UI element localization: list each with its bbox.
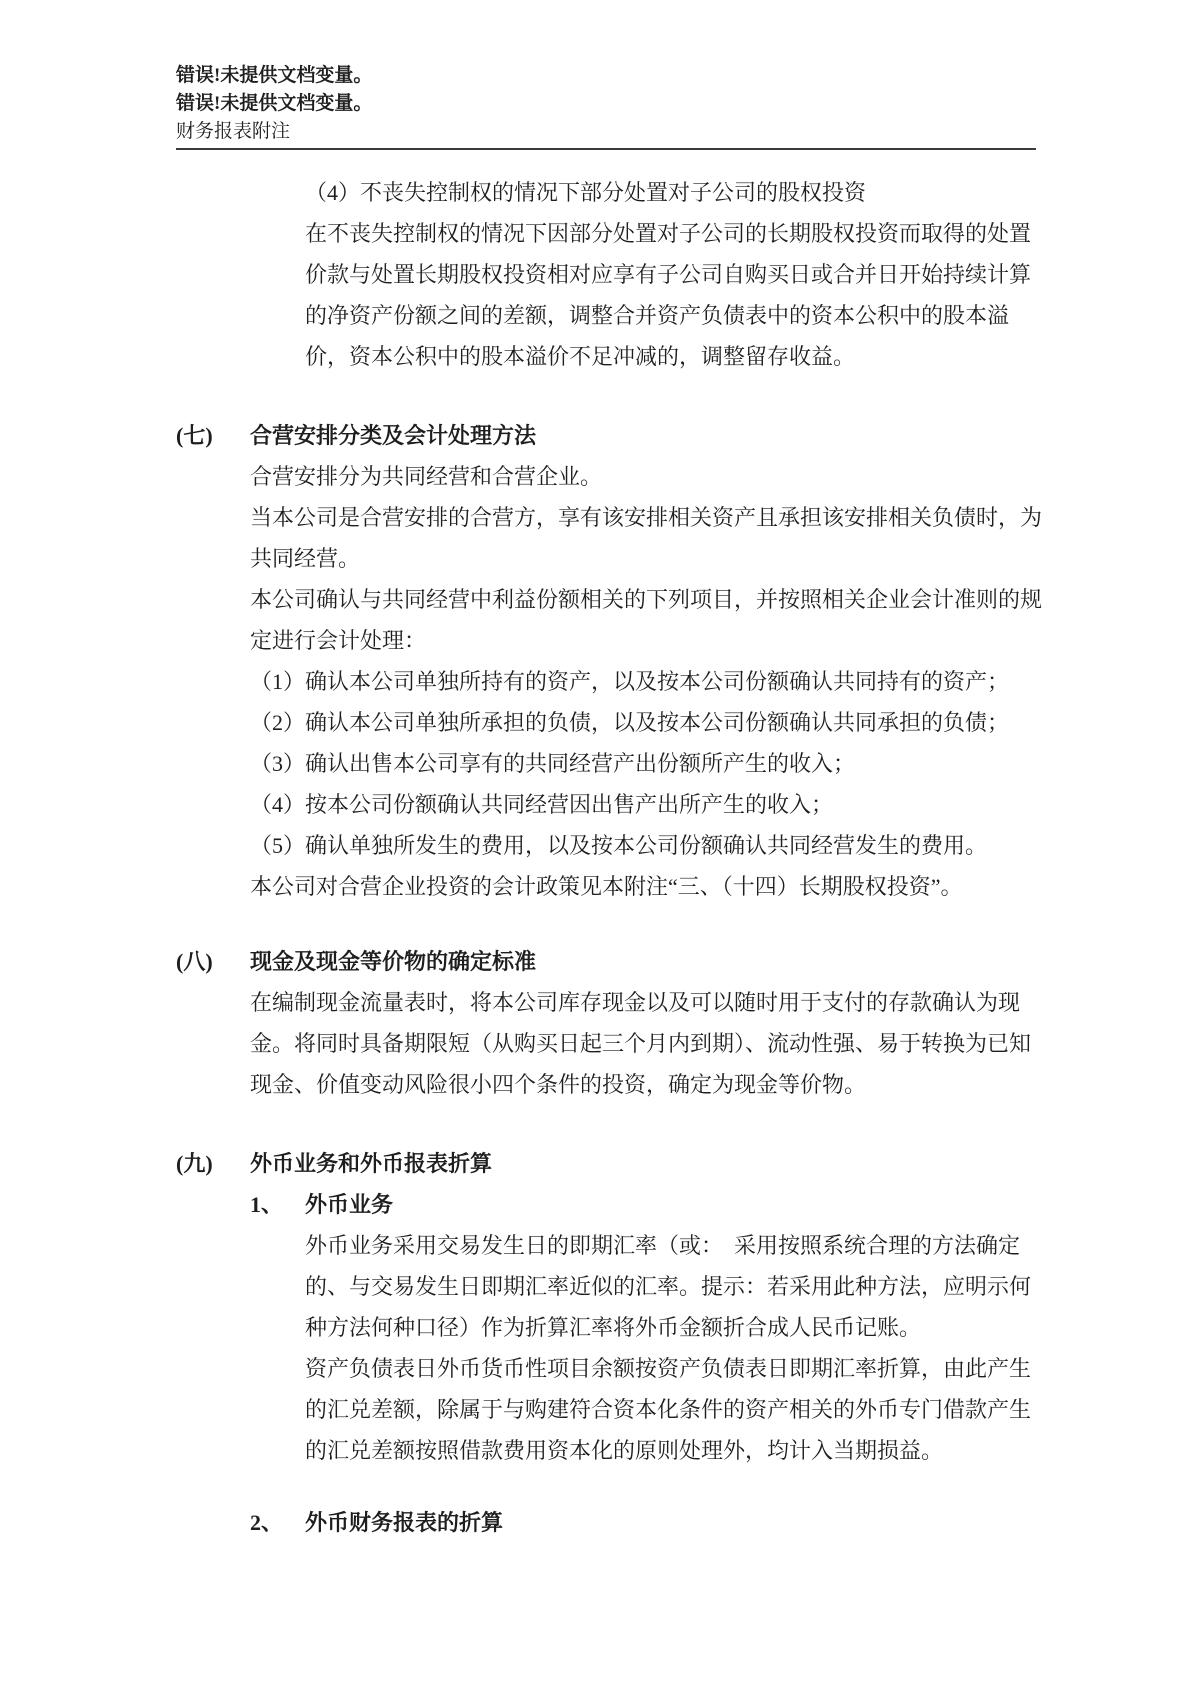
paragraph-line: 本公司对合营企业投资的会计政策见本附注“三、（十四）长期股权投资”。 xyxy=(250,874,963,899)
subsection-9-1 xyxy=(250,1184,1036,1471)
section-9-title: 外币业务和外币报表折算 xyxy=(250,1151,493,1176)
list-item-4: （4）按本公司份额确认共同经营因出售产出所产生的收入； xyxy=(250,792,834,817)
section-8-label: (八) xyxy=(176,949,213,974)
list-item-2: （2）确认本公司单独所承担的负债，以及按本公司份额确认共同承担的负债； xyxy=(250,710,1010,735)
paragraph-line: 当本公司是合营安排的合营方，享有该安排相关资产且承担该安排相关负债时，为 xyxy=(250,505,1043,530)
section-8-body xyxy=(250,941,1036,1105)
page-header xyxy=(176,62,1036,150)
section-8 xyxy=(176,941,1036,1105)
list-item-3: （3）确认出售本公司享有的共同经营产出份额所产生的收入； xyxy=(250,751,856,776)
paragraph-line: 金。将同时具备期限短（从购买日起三个月内到期）、流动性强、易于转换为已知 xyxy=(250,1031,1032,1056)
subsection-9-2 xyxy=(250,1502,1036,1543)
doc-variable-error-line-1: 错误!未提供文档变量。 xyxy=(176,65,373,86)
paragraph-line: 现金、价值变动风险很小四个条件的投资，确定为现金等价物。 xyxy=(250,1072,867,1097)
list-item-5: （5）确认单独所发生的费用，以及按本公司份额确认共同经营发生的费用。 xyxy=(250,833,988,858)
subsection-9-2-title: 外币财务报表的折算 xyxy=(305,1510,504,1535)
subsection-9-2-number: 2、 xyxy=(250,1510,284,1535)
paragraph-line: 价，资本公积中的股本溢价不足冲减的，调整留存收益。 xyxy=(305,344,856,369)
paragraph-line: 资产负债表日外币货币性项目余额按资产负债表日即期汇率折算，由此产生 xyxy=(305,1356,1032,1381)
paragraph-line: 的、与交易发生日即期汇率近似的汇率。提示：若采用此种方法，应明示何 xyxy=(305,1274,1032,1299)
subsection-9-2-body xyxy=(305,1502,1036,1543)
paragraph-line: 的汇兑差额按照借款费用资本化的原则处理外，均计入当期损益。 xyxy=(305,1438,944,1463)
section-7-label: (七) xyxy=(176,423,213,448)
doc-variable-error-line-2: 错误!未提供文档变量。 xyxy=(176,93,373,114)
paragraph-line: 种方法何种口径）作为折算汇率将外币金额折合成人民币记账。 xyxy=(305,1315,922,1340)
section-7-body xyxy=(250,415,1043,907)
paragraph-line: 共同经营。 xyxy=(250,546,361,571)
paragraph-line: 在编制现金流量表时，将本公司库存现金以及可以随时用于支付的存款确认为现 xyxy=(250,990,1021,1015)
paragraph-line: 合营安排分为共同经营和合营企业。 xyxy=(250,464,603,489)
section-7-title: 合营安排分类及会计处理方法 xyxy=(250,423,537,448)
section-7 xyxy=(176,415,1043,907)
subsection-9-1-body xyxy=(305,1184,1036,1471)
section-8-title: 现金及现金等价物的确定标准 xyxy=(250,949,537,974)
paragraph-line: 的净资产份额之间的差额，调整合并资产负债表中的资本公积中的股本溢 xyxy=(305,303,1010,328)
document-body xyxy=(176,172,1043,1543)
header-doc-title: 财务报表附注 xyxy=(176,121,291,142)
paragraph-line: 在不丧失控制权的情况下因部分处置对子公司的长期股权投资而取得的处置 xyxy=(305,221,1032,246)
paragraph-line: 定进行会计处理： xyxy=(250,628,427,653)
clause-4-block xyxy=(305,172,1036,377)
subsection-9-1-number: 1、 xyxy=(250,1192,284,1217)
section-9-label: (九) xyxy=(176,1151,213,1176)
section-9 xyxy=(176,1143,1036,1543)
paragraph-line: 的汇兑差额，除属于与购建符合资本化条件的资产相关的外币专门借款产生 xyxy=(305,1397,1032,1422)
clause-4-heading: （4）不丧失控制权的情况下部分处置对子公司的股权投资 xyxy=(305,180,867,205)
paragraph-line: 本公司确认与共同经营中利益份额相关的下列项目，并按照相关企业会计准则的规 xyxy=(250,587,1043,612)
list-item-1: （1）确认本公司单独所持有的资产，以及按本公司份额确认共同持有的资产； xyxy=(250,669,1010,694)
section-9-body xyxy=(250,1143,1036,1543)
subsection-9-1-title: 外币业务 xyxy=(305,1192,394,1217)
paragraph-line: 外币业务采用交易发生日的即期汇率（或： 采用按照系统合理的方法确定 xyxy=(305,1233,1021,1258)
paragraph-line: 价款与处置长期股权投资相对应享有子公司自购买日或合并日开始持续计算 xyxy=(305,262,1032,287)
header-rule xyxy=(176,148,1036,150)
